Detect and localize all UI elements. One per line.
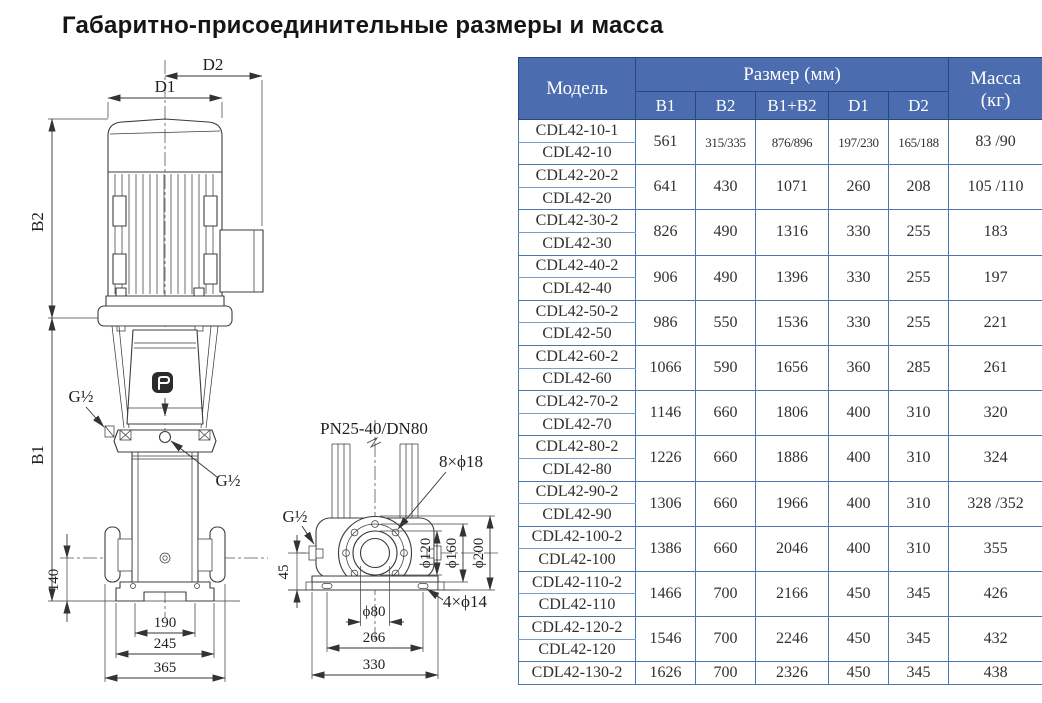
table-row (519, 662, 1042, 685)
value-cell: 315/335 (696, 120, 756, 165)
value-cell: 660 (696, 436, 756, 481)
table-row (519, 300, 1042, 323)
value-cell: 2326 (756, 662, 829, 685)
model-cell: CDL42-50 (519, 323, 636, 346)
value-cell: 197 (949, 255, 1042, 300)
table-row (519, 120, 1042, 143)
value-cell: 285 (889, 345, 949, 390)
value-cell: 310 (889, 481, 949, 526)
base-holes-label: 4×ϕ14 (442, 592, 488, 611)
value-cell: 2046 (756, 526, 829, 571)
value-cell: 550 (696, 300, 756, 345)
dim-label-d160: ϕ160 (444, 537, 460, 569)
dims-table-body (519, 120, 1042, 685)
model-cell: CDL42-90 (519, 504, 636, 527)
dim-label-b1: B1 (28, 445, 47, 465)
value-cell: 221 (949, 300, 1042, 345)
value-cell: 876/896 (756, 120, 829, 165)
value-cell: 1546 (636, 617, 696, 662)
port-label-g-half-left: G½ (68, 387, 94, 406)
model-cell: CDL42-110 (519, 594, 636, 617)
dim-label-d2: D2 (202, 55, 224, 74)
model-cell: CDL42-50-2 (519, 300, 636, 323)
value-cell: 450 (829, 571, 889, 616)
value-cell: 1386 (636, 526, 696, 571)
model-cell: CDL42-110-2 (519, 571, 636, 594)
value-cell: 400 (829, 391, 889, 436)
value-cell: 1806 (756, 391, 829, 436)
dim-label-d120: ϕ120 (418, 537, 434, 569)
technical-drawing (0, 0, 520, 703)
value-cell: 590 (696, 345, 756, 390)
value-cell: 490 (696, 255, 756, 300)
model-cell: CDL42-40-2 (519, 255, 636, 278)
value-cell: 1966 (756, 481, 829, 526)
value-cell: 490 (696, 210, 756, 255)
value-cell: 330 (829, 210, 889, 255)
value-cell: 400 (829, 526, 889, 571)
value-cell: 345 (889, 662, 949, 685)
table-row (519, 617, 1042, 640)
flange-plan-view-drawing (276, 419, 500, 679)
flange-pn-label: PN25-40/DN80 (320, 419, 428, 438)
value-cell: 330 (829, 255, 889, 300)
value-cell: 400 (829, 436, 889, 481)
value-cell: 986 (636, 300, 696, 345)
value-cell: 660 (696, 481, 756, 526)
dim-label-330: 330 (362, 657, 386, 673)
value-cell: 430 (696, 165, 756, 210)
value-cell: 1886 (756, 436, 829, 481)
value-cell: 700 (696, 617, 756, 662)
model-cell: CDL42-80 (519, 458, 636, 481)
value-cell: 345 (889, 571, 949, 616)
value-cell: 906 (636, 255, 696, 300)
dim-label-d1: D1 (154, 77, 176, 96)
model-cell: CDL42-130-2 (519, 662, 636, 685)
value-cell: 105 /110 (949, 165, 1042, 210)
port-label-g-half-plan: G½ (282, 507, 308, 526)
value-cell: 450 (829, 662, 889, 685)
value-cell: 561 (636, 120, 696, 165)
value-cell: 165/188 (889, 120, 949, 165)
value-cell: 330 (829, 300, 889, 345)
value-cell: 426 (949, 571, 1042, 616)
value-cell: 1071 (756, 165, 829, 210)
model-cell: CDL42-10 (519, 142, 636, 165)
value-cell: 1536 (756, 300, 829, 345)
table-row (519, 210, 1042, 233)
value-cell: 660 (696, 391, 756, 436)
header-col-b1: B1 (636, 92, 696, 120)
value-cell: 1226 (636, 436, 696, 481)
value-cell: 255 (889, 210, 949, 255)
header-col-b2: B2 (696, 92, 756, 120)
value-cell: 450 (829, 617, 889, 662)
terminal-box (220, 230, 263, 292)
base-plate-plan (312, 576, 438, 582)
model-cell: CDL42-60-2 (519, 345, 636, 368)
motor-stool-plate (98, 306, 232, 326)
value-cell: 1066 (636, 345, 696, 390)
model-cell: CDL42-20-2 (519, 165, 636, 188)
model-cell: CDL42-90-2 (519, 481, 636, 504)
dimensions-table (518, 57, 1042, 685)
model-cell: CDL42-100-2 (519, 526, 636, 549)
model-cell: CDL42-20 (519, 187, 636, 210)
value-cell: 324 (949, 436, 1042, 481)
model-cell: CDL42-80-2 (519, 436, 636, 459)
value-cell: 260 (829, 165, 889, 210)
table-row (519, 345, 1042, 368)
value-cell: 1626 (636, 662, 696, 685)
value-cell: 1316 (756, 210, 829, 255)
value-cell: 360 (829, 345, 889, 390)
table-row (519, 571, 1042, 594)
value-cell: 208 (889, 165, 949, 210)
model-cell: CDL42-60 (519, 368, 636, 391)
port-label-g-half-right: G½ (215, 471, 241, 490)
value-cell: 328 /352 (949, 481, 1042, 526)
value-cell: 1656 (756, 345, 829, 390)
model-cell: CDL42-120-2 (519, 617, 636, 640)
table-row (519, 436, 1042, 459)
value-cell: 432 (949, 617, 1042, 662)
model-cell: CDL42-120 (519, 639, 636, 662)
value-cell: 255 (889, 300, 949, 345)
model-cell: CDL42-70-2 (519, 391, 636, 414)
value-cell: 438 (949, 662, 1042, 685)
value-cell: 400 (829, 481, 889, 526)
model-cell: CDL42-10-1 (519, 120, 636, 143)
header-col-b1b2: B1+B2 (756, 92, 829, 120)
dim-label-266: 266 (362, 630, 386, 646)
value-cell: 310 (889, 526, 949, 571)
model-cell: CDL42-70 (519, 413, 636, 436)
table-row (519, 391, 1042, 414)
dim-label-45: 45 (276, 564, 292, 580)
table-row (519, 526, 1042, 549)
value-cell: 345 (889, 617, 949, 662)
table-header (519, 58, 1042, 120)
dim-label-140: 140 (46, 568, 62, 592)
value-cell: 310 (889, 436, 949, 481)
value-cell: 660 (696, 526, 756, 571)
dim-label-d200: ϕ200 (471, 537, 487, 569)
value-cell: 2166 (756, 571, 829, 616)
model-cell: CDL42-30-2 (519, 210, 636, 233)
dim-label-365: 365 (153, 660, 177, 676)
value-cell: 355 (949, 526, 1042, 571)
header-col-d1: D1 (829, 92, 889, 120)
dim-label-b2: B2 (28, 212, 47, 232)
value-cell: 1146 (636, 391, 696, 436)
value-cell: 641 (636, 165, 696, 210)
table-row (519, 481, 1042, 504)
header-col-d2: D2 (889, 92, 949, 120)
value-cell: 826 (636, 210, 696, 255)
model-cell: CDL42-30 (519, 232, 636, 255)
value-cell: 1396 (756, 255, 829, 300)
value-cell: 83 /90 (949, 120, 1042, 165)
dim-label-190: 190 (153, 615, 177, 631)
header-mass (949, 58, 1042, 120)
dim-label-245: 245 (153, 636, 177, 652)
dim-label-d80: ϕ80 (362, 604, 386, 620)
table-row (519, 165, 1042, 188)
model-cell: CDL42-100 (519, 549, 636, 572)
value-cell: 183 (949, 210, 1042, 255)
table-row (519, 255, 1042, 278)
pump-side-view-drawing (28, 55, 268, 682)
model-cell: CDL42-40 (519, 278, 636, 301)
flange-bolt-label: 8×ϕ18 (438, 452, 484, 471)
header-mass-line1: Масса (970, 67, 1021, 89)
value-cell: 700 (696, 662, 756, 685)
header-mass-line2: (кг) (980, 89, 1011, 111)
value-cell: 197/230 (829, 120, 889, 165)
value-cell: 261 (949, 345, 1042, 390)
value-cell: 2246 (756, 617, 829, 662)
value-cell: 1466 (636, 571, 696, 616)
page-title: Габаритно-присоединительные размеры и масса (62, 12, 664, 39)
header-size-group: Размер (мм) (636, 58, 949, 92)
value-cell: 1306 (636, 481, 696, 526)
value-cell: 255 (889, 255, 949, 300)
value-cell: 310 (889, 391, 949, 436)
brand-logo (152, 372, 173, 393)
gauge-port-center (160, 432, 171, 443)
value-cell: 320 (949, 391, 1042, 436)
value-cell: 700 (696, 571, 756, 616)
header-model: Модель (519, 58, 636, 120)
